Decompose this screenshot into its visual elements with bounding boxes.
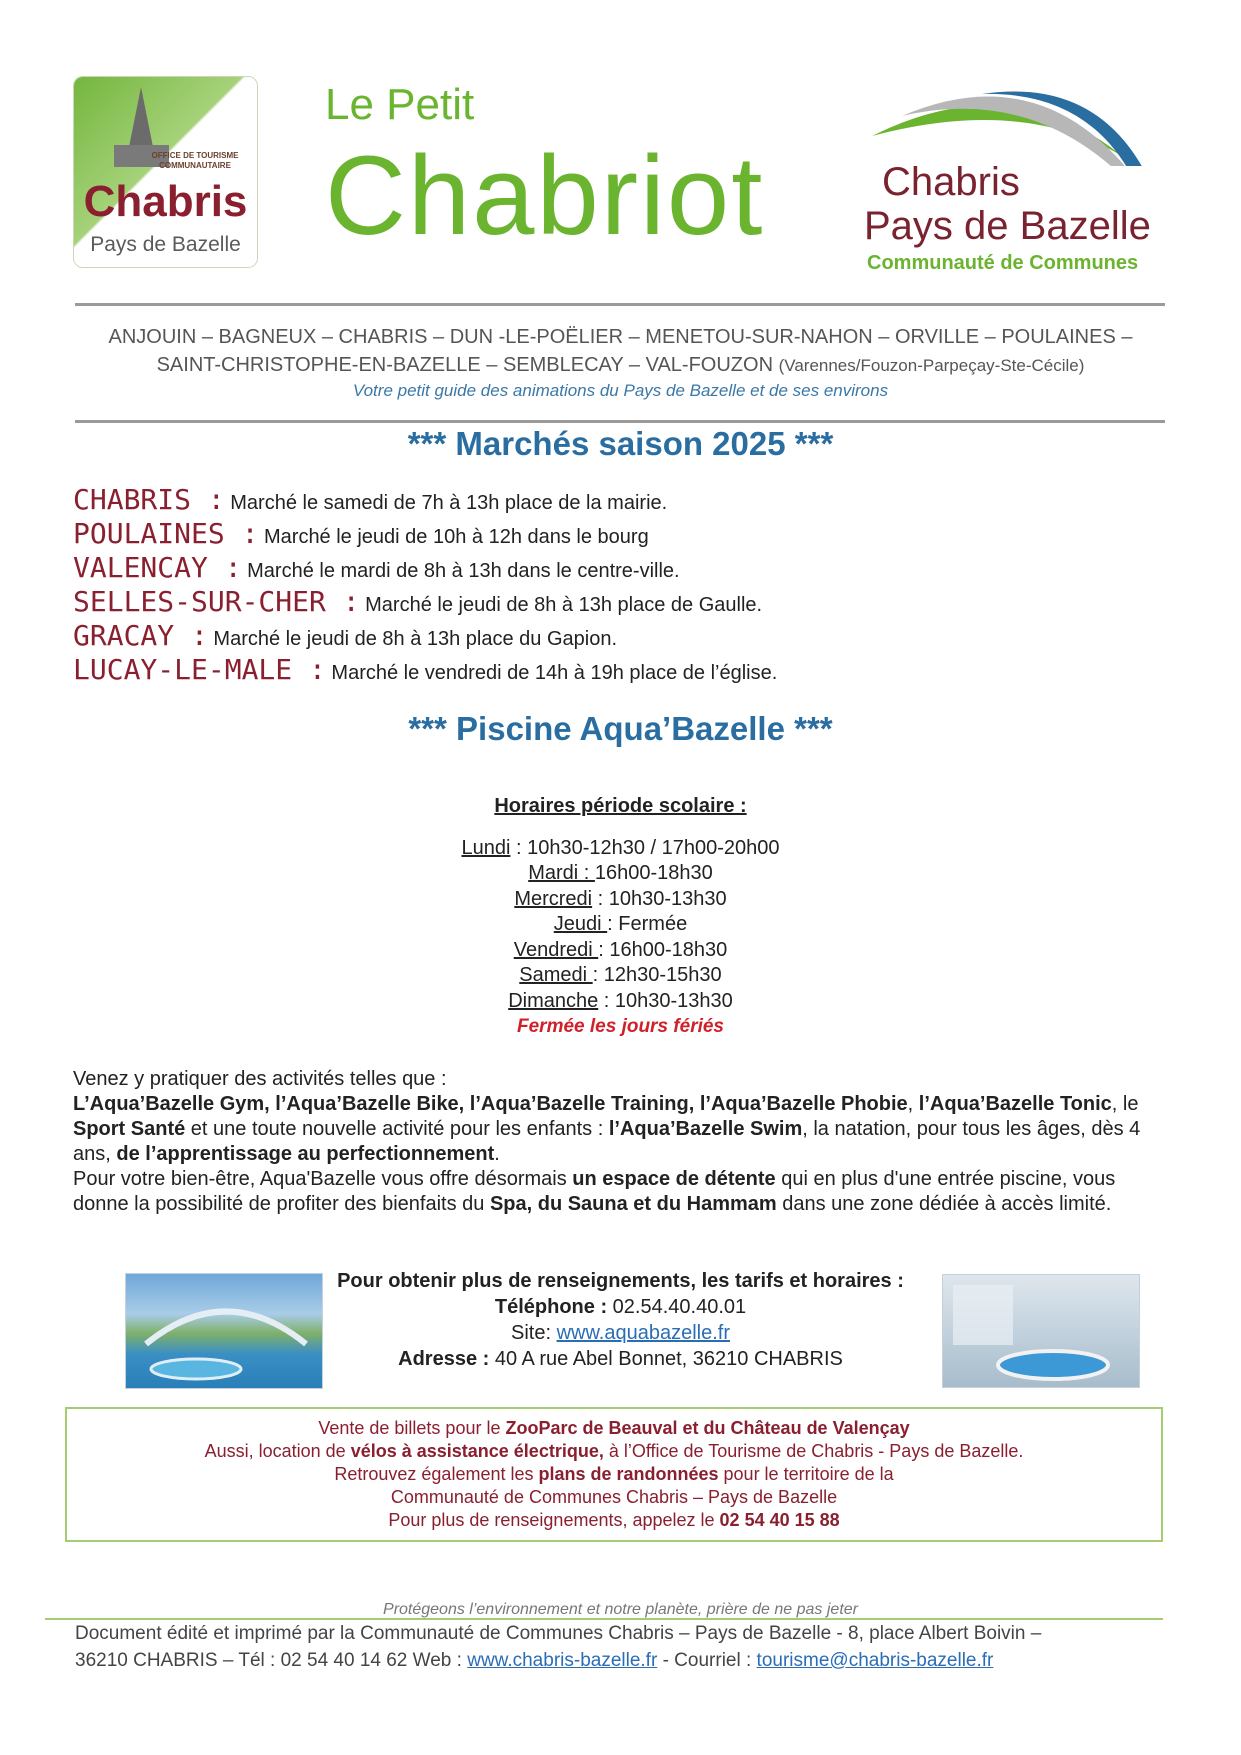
schedule-day: Jeudi (553, 913, 608, 935)
activity-sport-sante: Sport Santé (73, 1118, 186, 1140)
box-text: Vente de billets pour le (318, 1418, 506, 1438)
communaute-logo-line1: Chabris (882, 160, 1020, 204)
market-town: POULAINES : (73, 517, 259, 550)
schedule-day: Samedi (519, 964, 593, 986)
communes-line-1: ANJOUIN – BAGNEUX – CHABRIS – DUN -LE-POËLIER – MENETOU-SUR-NAHON – ORVILLE – POULAINES – (108, 326, 1133, 348)
email-link[interactable]: tourisme@chabris-bazelle.fr (756, 1650, 994, 1671)
market-text: Marché le jeudi de 8h à 13h place de Gaulle. (359, 594, 763, 616)
activities-paragraph (73, 1092, 1163, 1167)
phone-label: Téléphone : (494, 1296, 608, 1318)
market-text: Marché le jeudi de 8h à 13h place du Gapion. (207, 628, 618, 650)
wellness-relax: un espace de détente (572, 1168, 776, 1190)
activities-intro: Venez y pratiquer des activités telles que : (73, 1068, 447, 1090)
market-town: GRACAY : (73, 619, 208, 652)
schedule-row (0, 862, 1241, 885)
market-town: VALENCAY : (73, 551, 242, 584)
activity-list: L’Aqua’Bazelle Gym, l’Aqua’Bazelle Bike, l’Aqua’Bazelle Training, l’Aqua’Bazelle Phobie (73, 1093, 908, 1115)
activity-text: , le (1111, 1093, 1139, 1115)
box-line-5 (67, 1509, 1161, 1532)
info-box (65, 1407, 1163, 1542)
logo-name: Chabris (83, 177, 248, 226)
market-town: LUCAY-LE-MALE : (73, 653, 326, 686)
activity-learning: de l’apprentissage au perfectionnement (116, 1143, 495, 1165)
box-phone: 02 54 40 15 88 (719, 1510, 840, 1530)
schedule-hours: : 10h30-12h30 / 17h00-20h00 (510, 837, 780, 859)
communaute-logo (862, 86, 1182, 276)
top-divider (75, 303, 1165, 306)
wellness-text: qui en plus d'une entrée piscine, vous donne la possibilité de profiter des bienfaits du (73, 1168, 1116, 1215)
schedule-row (0, 990, 1241, 1013)
logo-subname: Pays de Bazelle (90, 233, 241, 256)
market-text: Marché le vendredi de 14h à 19h place de l’église. (325, 662, 778, 684)
schedule-row (0, 964, 1241, 987)
activity-tonic: l’Aqua’Bazelle Tonic (918, 1093, 1112, 1115)
market-text: Marché le jeudi de 10h à 12h dans le bourg (258, 526, 649, 548)
wellness-spa: Spa, du Sauna et du Hammam (489, 1193, 777, 1215)
schedule-hours: : 12h30-15h30 (592, 964, 722, 986)
box-line-4: Communauté de Communes Chabris – Pays de Bazelle (390, 1487, 838, 1507)
activity-text: . (494, 1143, 500, 1165)
activity-text: , la natation, pour tous les âges, dès 4 ans, (73, 1118, 1141, 1165)
schedule-row (0, 939, 1241, 962)
info-phone (0, 1296, 1241, 1319)
schedule-row (0, 837, 1241, 860)
wellness-paragraph (73, 1167, 1163, 1217)
box-text: Pour plus de renseignements, appelez le (388, 1510, 720, 1530)
schedule-day: Dimanche (508, 990, 599, 1012)
info-site (0, 1322, 1241, 1345)
title-chabriot: Chabriot (325, 133, 765, 258)
footer-divider (45, 1618, 1163, 1620)
schedule-hours: 16h00-18h30 (594, 862, 713, 884)
footer-text: - Courriel : (657, 1650, 757, 1671)
pool-title: *** Piscine Aqua’Bazelle *** (408, 710, 833, 747)
wellness-text: Pour votre bien-être, Aqua'Bazelle vous offre désormais (73, 1168, 573, 1190)
box-hikes: plans de randonnées (538, 1464, 719, 1484)
box-line-1 (67, 1417, 1161, 1440)
schedule-hours: : Fermée (607, 913, 688, 935)
schedule-row (0, 888, 1241, 911)
communes-line-2-main: SAINT-CHRISTOPHE-EN-BAZELLE – SEMBLECAY – VAL-FOUZON (156, 354, 774, 376)
box-line-3 (67, 1463, 1161, 1486)
wellness-text: dans une zone dédiée à accès limité. (776, 1193, 1112, 1215)
box-text: Aussi, location de (204, 1441, 351, 1461)
info-title: Pour obtenir plus de renseignements, les tarifs et horaires : (337, 1270, 904, 1292)
info-address (0, 1348, 1241, 1371)
communaute-logo-line2: Pays de Bazelle (864, 204, 1151, 248)
eco-note: Protégeons l’environnement et notre planète, prière de ne pas jeter (383, 1601, 858, 1618)
address-text: 40 A rue Abel Bonnet, 36210 CHABRIS (489, 1348, 843, 1370)
site-link[interactable]: www.aquabazelle.fr (556, 1322, 730, 1344)
footer-line-1: Document édité et imprimé par la Communauté de Communes Chabris – Pays de Bazelle - 8, place Albert Boivin – (75, 1623, 1042, 1644)
box-text: à l’Office de Tourisme de Chabris - Pays de Bazelle. (603, 1441, 1024, 1461)
market-text: Marché le mardi de 8h à 13h dans le centre-ville. (241, 560, 680, 582)
footer-line-2 (75, 1650, 993, 1672)
schedule-hours: : 10h30-13h30 (592, 888, 727, 910)
box-bikes: vélos à assistance électrique, (350, 1441, 604, 1461)
activity-sep: , (907, 1093, 919, 1115)
footer-text: 36210 CHABRIS – Tél : 02 54 40 14 62 Web : (75, 1650, 468, 1671)
schedule-hours: : 16h00-18h30 (598, 939, 728, 961)
schedule-title: Horaires période scolaire : (494, 795, 747, 817)
schedule-hours: : 10h30-13h30 (598, 990, 733, 1012)
communes-line-2-small: (Varennes/Fouzon-Parpeçay-Ste-Cécile) (778, 356, 1085, 375)
market-item (73, 653, 777, 686)
schedule-day: Mardi : (528, 862, 595, 884)
site-label: Site: (510, 1322, 557, 1344)
communaute-logo-line3: Communauté de Communes (867, 252, 1139, 274)
box-text: pour le territoire de la (718, 1464, 894, 1484)
market-item (73, 551, 680, 584)
swoosh-icon (862, 86, 1182, 166)
communes-line-2 (0, 354, 1241, 377)
market-item (73, 517, 649, 550)
schedule-day: Vendredi (513, 939, 599, 961)
activity-swim: l’Aqua’Bazelle Swim (608, 1118, 803, 1140)
schedule-day: Mercredi (514, 888, 593, 910)
box-zooparc: ZooParc de Beauval et du Château de Valençay (505, 1418, 910, 1438)
market-text: Marché le samedi de 7h à 13h place de la mairie. (224, 492, 668, 514)
title-le-petit: Le Petit (325, 80, 475, 129)
guide-subtitle: Votre petit guide des animations du Pays de Bazelle et de ses environs (352, 381, 889, 400)
box-text: Retrouvez également les (334, 1464, 539, 1484)
phone-number: 02.54.40.40.01 (607, 1296, 747, 1318)
office-tourisme-logo (73, 76, 258, 268)
logo-office-label: OFFICE DE TOURISME COMMUNAUTAIRE (151, 151, 239, 170)
market-item (73, 585, 762, 618)
market-item (73, 483, 667, 516)
address-label: Adresse : (398, 1348, 490, 1370)
church-spire-icon (129, 87, 153, 147)
middle-divider (75, 420, 1165, 423)
market-town: CHABRIS : (73, 483, 225, 516)
market-item (73, 619, 617, 652)
schedule-day: Lundi (461, 837, 511, 859)
schedule-row (0, 913, 1241, 936)
activity-text: et une toute nouvelle activité pour les enfants : (185, 1118, 609, 1140)
markets-title: *** Marchés saison 2025 *** (407, 425, 834, 462)
market-town: SELLES-SUR-CHER : (73, 585, 360, 618)
web-link[interactable]: www.chabris-bazelle.fr (467, 1650, 658, 1671)
closed-note: Fermée les jours fériés (517, 1016, 724, 1037)
box-line-2 (67, 1440, 1161, 1463)
